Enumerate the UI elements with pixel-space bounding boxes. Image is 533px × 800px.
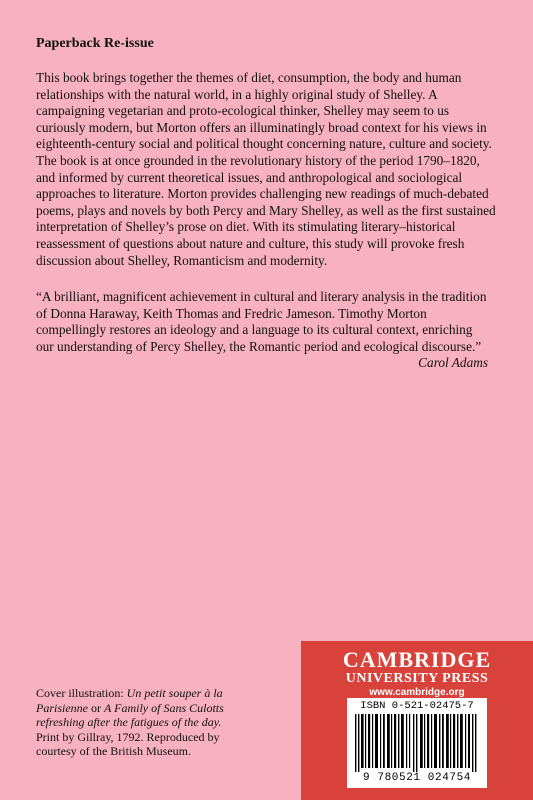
credit-or: or [88,700,104,715]
quote-attribution: Carol Adams [418,355,488,371]
endorsement-quote [36,289,488,372]
book-description: This book brings together the themes of diet, consumption, the body and human relationships with the natural world, in a highly original study of Shelley. A campaigning vegetarian and proto-ecological thinker, Shelley may seem to us curiously modern, but Morton offers an illuminatingly broad context for his views in eighteenth-century social and political thought concerning nature, culture and society. The book is at once grounded in the revolutionary history of the period 1790–1820, and informed by current theoretical issues, and anthropological and sociological approaches to literature. Morton provides challenging new readings of much-debated poems, plays and novels by both Percy and Mary Shelley, as well as the first sustained interpretation of Shelley’s prose on diet. With its stimulating literary–historical reassessment of questions about nature and culture, this study will provoke fresh discussion about Shelley, Romanticism and modernity. [36,70,496,268]
quote-text: “A brilliant, magnificent achievement in cultural and literary analysis in the tradition of Donna Haraway, Keith Thomas and Fredric Jameson. Timothy Morton compellingly restores an ideology and a language to its cultural context, enriching our understanding of Percy Shelley, the Romantic period and ecological discourse.” [36,289,487,354]
credit-rest: Print by Gillray, 1792. Reproduced by courtesy of the British Museum. [36,729,220,759]
credit-prefix: Cover illustration: [36,686,127,700]
publisher-url: www.cambridge.org [369,687,465,698]
publisher-name-line2: UNIVERSITY PRESS [345,671,489,686]
credit-title-2: A Family of Sans Culotts refreshing after the fatigues of the day. [36,700,224,730]
isbn-label: ISBN 0-521-02475-7 [360,700,474,712]
barcode-digits: 9 780521 024754 [362,772,472,784]
barcode-icon [355,714,479,772]
publisher-panel [301,641,533,800]
reissue-heading: Paperback Re-issue [36,36,154,51]
credit-title-1: Un petit souper à la Parisienne [36,686,223,715]
publisher-name-line1: CAMBRIDGE [342,647,492,672]
cover-illustration-credit [36,686,236,759]
barcode-box [347,698,487,788]
